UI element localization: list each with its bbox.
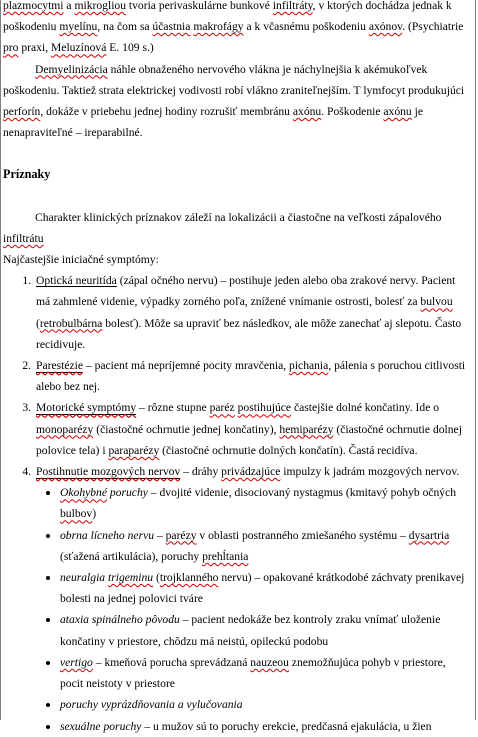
text-span: bulbov (60, 507, 93, 521)
text-span: obrna lícneho nervu (60, 528, 155, 542)
document-body (3, 0, 471, 737)
text-span: Okohybné (60, 486, 107, 500)
text-span: neuralgia (60, 571, 108, 585)
spacer (3, 143, 471, 164)
text-span: Charakter klinických príznakov záleží na lokalizácii a čiastočne na veľkosti zápalového (35, 210, 442, 224)
text-span: infiltráty (272, 0, 313, 12)
text-span: . (Psychiatrie (402, 20, 464, 34)
item-title: Postihnutie mozgových nervov (36, 465, 181, 479)
text-span: paraparézy (108, 443, 160, 457)
item-title: Optická neuritída (36, 274, 117, 288)
text-span: trigeminu (107, 571, 154, 585)
item-title: Motorické symptómy (36, 401, 137, 415)
section-heading: Príznaky (3, 167, 51, 182)
sublist-item (60, 567, 471, 609)
text-span: (čiastočné ochrnutie dolnej polovice tela) i (36, 422, 462, 457)
text-span: vertigo (60, 655, 93, 669)
text-span: nauzeou (250, 655, 289, 669)
text-span: axónu (292, 105, 322, 119)
text-span: (čiastočné ochrnutie jednej končatiny), (93, 422, 280, 436)
text-span: bolesť). Môže sa upraviť bez následkov, ale môže zanechať aj slepotu. Často recidivuje. (36, 316, 462, 351)
text-span: prehĺtania (202, 549, 249, 563)
text-span: ) (92, 507, 97, 521)
list-item (34, 461, 471, 737)
text-span: tvoria perivaskulárne bunkové (126, 0, 273, 12)
text-span: a (63, 0, 75, 12)
sublist-item (60, 652, 471, 694)
text-span: (sťažená artikulácia), poruchy (60, 549, 203, 563)
list-item (34, 270, 471, 355)
text-span: znemožňujúca pohyb v priestore, pocit neistoty v priestore (60, 655, 446, 691)
text-span: impulzy k jadrám mozgových nervov. (280, 465, 460, 479)
text-span: parézy (165, 528, 197, 542)
cranial-nerve-sublist (36, 482, 471, 736)
text-span: privádzajúce (221, 465, 281, 479)
sublist-item (60, 609, 471, 651)
text-span: poruchy (107, 486, 148, 500)
text-span: účastnia (152, 20, 191, 34)
list-intro: Najčastejšie iniciačné symptómy: (3, 253, 159, 267)
text-span: praxi, (18, 41, 51, 55)
text-span: myelínu (59, 20, 98, 34)
text-span: (zápal očného nervu) – postihuje jeden alebo oba zrakové nervy. Pacient má zahmlené videnie, výpadky zorného poľa, znížené vnímanie ostrosti, bolesť za (36, 274, 456, 309)
text-span: – (154, 528, 166, 542)
text-span: retrobulbárna (39, 316, 103, 330)
paragraph-demyelination (3, 59, 471, 144)
text-span: hemiparézy (279, 422, 334, 436)
paragraph-pathology (3, 0, 471, 59)
text-span: je nenapraviteľné – ireparabilné. (3, 105, 423, 140)
text-span: , v ktorých dochádza jednak k poškodeniu (3, 0, 452, 34)
text-span: pichania (289, 359, 329, 373)
list-item (34, 355, 471, 397)
text-span: ataxia spinálneho pôvodu (60, 613, 180, 627)
text-span: bulvou (420, 295, 453, 309)
text-span: – pacient nedokáže bez kontroly zraku vnímať uloženie končatiny v priestore, chôdzu má neistú, opileckú podobu (60, 613, 441, 648)
text-span: náhle obnaženého nervového vlákna je náchylnejšia k akémukoľvek poškodeniu. Taktiež strata elektrickej vodivosti robí vlákno zraniteľnejším. T lymfocyt produkujúci (3, 62, 465, 97)
text-span: ( (36, 316, 40, 330)
text-span: v oblasti postranného zmiešaného systému – (196, 528, 409, 542)
text-span: perforín (3, 105, 41, 119)
sublist-item (60, 694, 471, 715)
text-span: častejšie dolné končatiny. Ide o (291, 401, 440, 415)
sublist-item (60, 525, 471, 567)
text-span: – dvojité videnie, disociovaný nystagmus (kmitavý pohyb očných (147, 486, 457, 500)
sublist-item (60, 716, 471, 737)
text-span: infiltrátu (3, 231, 44, 245)
paragraph-clinical-signs (3, 207, 471, 249)
text-span: – u mužov sú to poruchy erekcie, predčasná ejakulácia, u žien (141, 719, 432, 733)
text-span: nervu) – opakované krátkodobé záchvaty prenikavej bolesti na jednej polovici tváre (60, 571, 465, 606)
text-span: Meluzínová (51, 41, 107, 55)
text-span: E. 109 s.) (106, 41, 154, 55)
text-span: axónu (383, 105, 412, 119)
text-span: monoparézy (36, 422, 94, 436)
text-span: – rôzne stupne (136, 401, 210, 415)
text-span: ( (153, 571, 160, 585)
text-span: pro (3, 41, 19, 55)
text-span: Demyelinizácia (35, 62, 108, 76)
spacer (3, 186, 471, 207)
symptom-list (3, 270, 471, 736)
text-span: , dokáže v priebehu jednej hodiny rozrušiť membránu (40, 105, 293, 119)
text-span: dysartria (408, 528, 450, 542)
text-span: mikrogliou (74, 0, 127, 12)
text-span: , pálenia s poruchou citlivosti alebo bez nej. (36, 359, 466, 394)
text-span: makrofágy (193, 20, 244, 34)
sublist-item (60, 482, 471, 524)
text-span: . Poškodenie (321, 105, 384, 119)
text-span: plazmocytmi (3, 0, 64, 12)
text-span: – pacient má nepríjemné pocity mravčenia, (83, 359, 290, 373)
text-span: (čiastočné ochrnutie dolných končatín). Častá recidíva. (159, 443, 418, 457)
text-span: a k včasnému poškodeniu (243, 20, 369, 34)
text-span: postihujúce (237, 401, 292, 415)
text-span: trojklanného (159, 571, 219, 585)
text-span: axónov (368, 20, 403, 34)
text-span: sexuálne poruchy (60, 719, 142, 733)
text-span: , na čom sa (97, 20, 153, 34)
text-span: – dráhy (180, 465, 222, 479)
text-span: poruchy vyprázdňovania a vylučovania (60, 698, 243, 712)
item-title: Parestézie (36, 359, 83, 373)
text-span: – kmeňová porucha sprevádzaná (92, 655, 251, 669)
text-span: paréz (209, 401, 235, 415)
list-item (34, 397, 471, 461)
